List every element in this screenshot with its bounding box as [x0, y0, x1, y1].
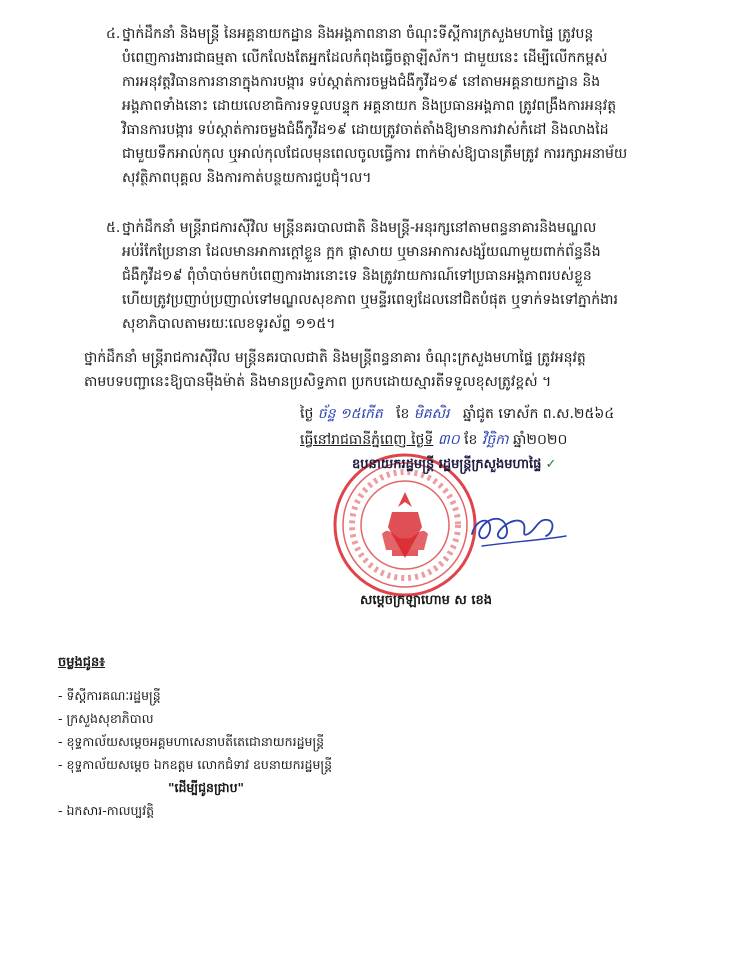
item-number: ៤.	[106, 26, 121, 42]
item-line: ជាមួយទឹកអាល់កុល ឬអាល់កុលជែលមុនពេលចូលធ្វើការ ពាក់ម៉ាស់ឱ្យបានត្រឹមត្រូវ ការរក្សាអនាម័យ	[122, 146, 628, 162]
place-prefix: ធ្វើនៅរាជធានីភ្នំពេញ ថ្ងៃទី	[300, 432, 434, 448]
day-label: ថ្ងៃ	[300, 406, 314, 422]
place-month-label: ខែ	[464, 432, 478, 448]
place-year: ឆ្នាំ២០២០	[513, 432, 568, 448]
cc-item: - ឯកសារ-កាលប្បវត្តិ	[58, 803, 155, 818]
place-date-line	[300, 428, 567, 452]
cc-list	[58, 684, 332, 822]
signatory-office	[352, 456, 556, 475]
paragraph-item-5	[84, 216, 684, 336]
cc-title: ចម្លងជូន៖	[58, 655, 105, 670]
item-line: បំពេញការងារជាធម្មតា លើកលែងតែអ្នកដែលកំពុងធ្វើចត្តាឡីស័ក។ ជាមួយនេះ ដើម្បីលើកកម្ពស់	[122, 50, 608, 66]
cc-item: - ខុទ្ទកាល័យសម្តេច ឯកឧត្តម លោកជំទាវ ឧបនាយករដ្ឋមន្ត្រី	[58, 757, 333, 772]
office-title: ឧបនាយករដ្ឋមន្ត្រី រដ្ឋមន្ត្រីក្រសួងមហាផ្ទៃ	[352, 457, 542, 472]
cc-item: - ក្រសួងសុខាភិបាល	[58, 711, 154, 726]
item-number: ៥.	[106, 220, 121, 236]
place-day: ៣០	[437, 432, 460, 448]
item-line: សុវត្ថិភាពបុគ្គល និងការកាត់បន្ថយការជួបជុំ។ល។	[122, 170, 372, 186]
handwritten-signature-icon	[462, 496, 572, 556]
item-line: ហើយត្រូវប្រញាប់ប្រញាល់ទៅមណ្ឌលសុខភាព ឬមន្ទីរពេទ្យដែលនៅជិតបំផុត ឬទាក់ទងទៅភ្នាក់ងារ	[122, 292, 618, 308]
item-line: សុខាភិបាលតាមរយៈលេខទូរស័ព្ទ ១១៥។	[122, 316, 336, 332]
month-label: ខែ	[396, 406, 410, 422]
item-line: អប់រំកែប្រែនានា ដែលមានអាការក្តៅខ្លួន ក្អក ផ្តាសាយ ឬមានអាការសង្ស័យណាមួយពាក់ព័ន្ធនឹង	[122, 244, 601, 260]
lunar-date-line	[300, 402, 614, 426]
check-mark-icon: ✓	[545, 457, 557, 472]
day-value: ច័ន្ទ ១៥កើត	[317, 406, 383, 422]
cc-item: - ខុទ្ទកាល័យសម្តេចអគ្គមហាសេនាបតីតេជោនាយករដ្ឋមន្ត្រី	[58, 734, 325, 749]
cc-item: - ទីស្ដីការគណៈរដ្ឋមន្ត្រី	[58, 688, 161, 703]
place-month: វិច្ឆិកា	[481, 432, 509, 448]
item-line: អង្គភាពទាំងនោះ ដោយលេខាធិការទទួលបន្ទុក អគ្គនាយក និងប្រធានអង្គភាព ត្រូវពង្រឹងការអនុវត្ត	[122, 98, 617, 114]
closing-line: តាមបទបញ្ជានេះឱ្យបានម៉ឺងម៉ាត់ និងមានប្រសិទ្ធភាព ប្រកបដោយស្មារតីទទួលខុសត្រូវខ្ពស់ ។	[84, 374, 552, 390]
paragraph-item-4	[84, 22, 684, 190]
item-line: ជំងឺកូវីដ១៩ ពុំចាំបាច់មកបំពេញការងារនោះទេ និងត្រូវរាយការណ៍ទៅប្រធានអង្គភាពរបស់ខ្លួន	[122, 268, 592, 284]
item-line: ថ្នាក់ដឹកនាំ មន្ត្រីរាជការស៊ីវិល មន្ត្រីនគរបាលជាតិ និងមន្ត្រី-អនុរក្សនៅតាមពន្ធនាគារនិងមណ្ឌល	[122, 220, 597, 236]
item-line: ថ្នាក់ដឹកនាំ និងមន្ត្រី នៃអគ្គនាយកដ្ឋាន និងអង្គភាពនានា ចំណុះទីស្ដីការក្រសួងមហាផ្ទៃ ត្រូវបន្ត	[122, 26, 594, 42]
lunar-year: ឆ្នាំជូត ទោស័ក ព.ស.២៥៦៤	[462, 406, 615, 422]
month-value: មិគសិរ	[413, 406, 450, 422]
closing-paragraph	[84, 346, 704, 394]
signatory-name: សម្តេចក្រឡាហោម ស ខេង	[360, 593, 492, 608]
item-line: ការអនុវត្តវិធានការនានាក្នុងការបង្ការ ទប់ស្កាត់ការចម្លងជំងឺកូវីដ១៩ នៅតាមអគ្គនាយកដ្ឋាន និង	[122, 74, 601, 90]
item-line: វិធានការបង្ការ ទប់ស្កាត់ការចម្លងជំងឺកូវីដ១៩ ដោយត្រូវចាត់តាំងឱ្យមានការវាស់កំដៅ និងលាងដៃ	[122, 122, 609, 138]
closing-line: ថ្នាក់ដឹកនាំ មន្ត្រីរាជការស៊ីវិល មន្ត្រីនគរបាលជាតិ និងមន្ត្រីពន្ធនាគារ ចំណុះក្រសួងមហាផ្ទៃ ត្រូវអនុវត្ត	[84, 350, 586, 366]
cc-note: "ដើម្បីជូនជ្រាប"	[168, 780, 245, 795]
